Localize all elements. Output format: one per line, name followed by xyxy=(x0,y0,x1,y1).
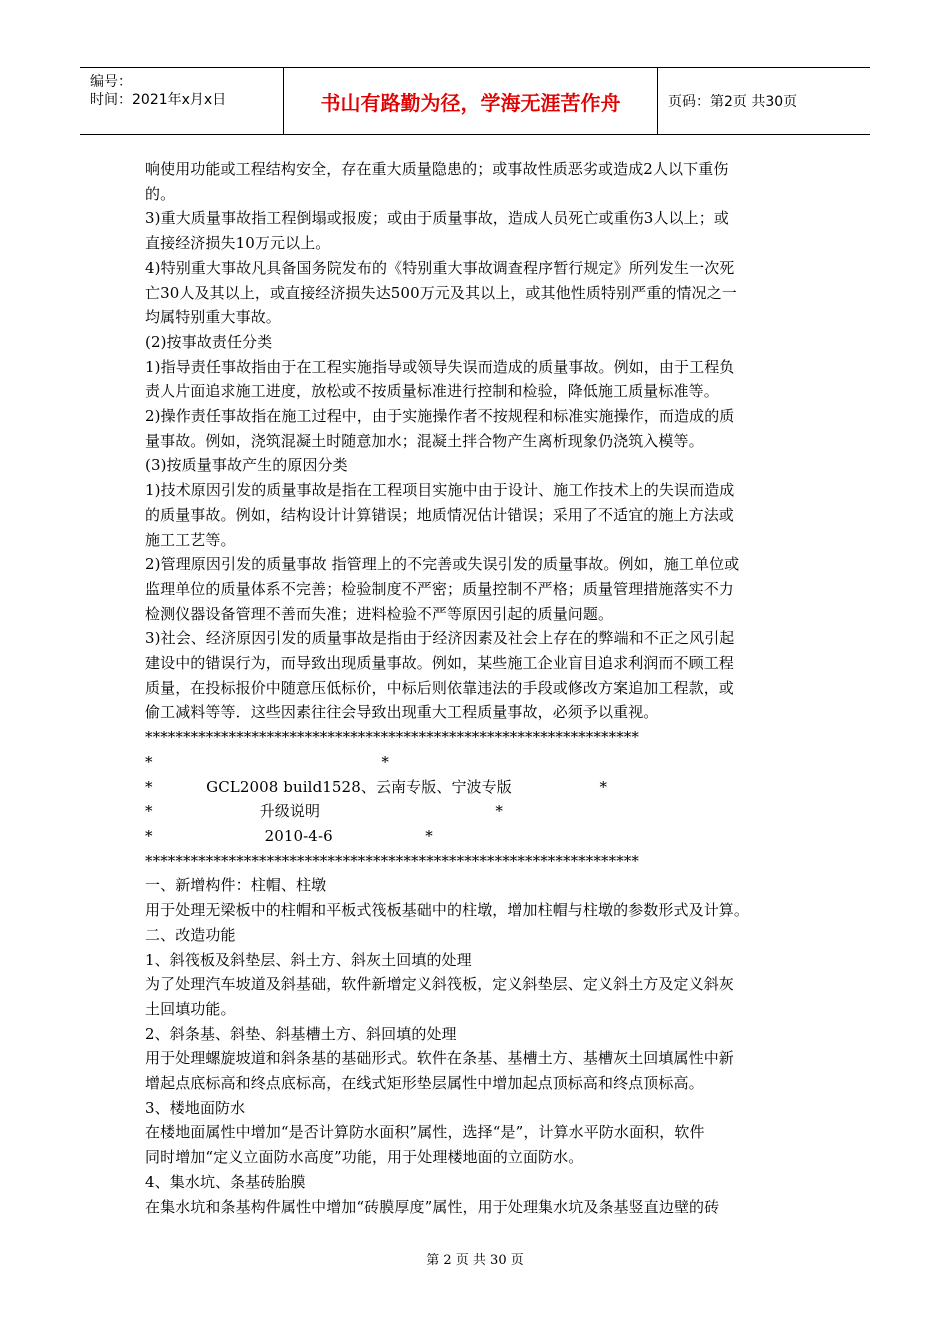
text-line: 3、楼地面防水 xyxy=(145,1098,246,1117)
text-line: 在集水坑和条基构件属性中增加“砖膜厚度”属性，用于处理集水坑及条基竖直边壁的砖 xyxy=(145,1197,720,1216)
text-line: 3)重大质量事故指工程倒塌或报废；或由于质量事故，造成人员死亡或重伤3人以上；或 xyxy=(145,209,729,228)
text-line: * 升级说明 * xyxy=(145,802,503,821)
text-line: 2)操作责任事故指在施工过程中，由于实施操作者不按规程和标准实施操作，而造成的质 xyxy=(145,407,735,426)
text-line: 二、改造功能 xyxy=(145,925,236,944)
page-footer: 第 2 页 共 30 页 xyxy=(426,1253,524,1268)
text-line: * * xyxy=(145,752,389,771)
document-time-label: 时间：2021年x月x日 xyxy=(90,92,227,108)
text-line: 责人片面追求施工进度，放松或不按质量标准进行控制和检验，降低施工质量标准等。 xyxy=(145,382,719,401)
text-line: 检测仪器设备管理不善而失准；进料检验不严等原因引起的质量问题。 xyxy=(145,604,614,623)
text-line: 用于处理螺旋坡道和斜条基的基础形式。软件在条基、基槽土方、基槽灰土回填属性中新 xyxy=(145,1049,734,1068)
text-line: 1)指导责任事故指由于在工程实施指导或领导失误而造成的质量事故。例如，由于工程负 xyxy=(145,357,735,376)
text-line: 的质量事故。例如，结构设计计算错误；地质情况估计错误；采用了不适宜的施上方法或 xyxy=(145,505,734,524)
text-line: (2)按事故责任分类 xyxy=(145,332,273,351)
text-line: 直接经济损失10万元以上。 xyxy=(145,234,331,253)
text-line: 偷工减料等等．这些因素往往会导致出现重大工程质量事故，必须予以重视。 xyxy=(145,703,659,722)
text-line: ***************************************************************** xyxy=(145,851,639,870)
text-line: * 2010-4-6 * xyxy=(145,826,433,845)
text-line: (3)按质量事故产生的原因分类 xyxy=(145,456,348,475)
document-number-label: 编号： xyxy=(90,74,132,90)
text-line: 1、斜筏板及斜垫层、斜土方、斜灰土回填的处理 xyxy=(145,950,472,969)
text-line: 在楼地面属性中增加“是否计算防水面积”属性，选择“是”，计算水平防水面积，软件 xyxy=(145,1123,705,1142)
header-motto: 书山有路勤为径，学海无涯苦作舟 xyxy=(284,68,658,134)
text-line: 同时增加“定义立面防水高度”功能，用于处理楼地面的立面防水。 xyxy=(145,1148,584,1167)
text-line: * GCL2008 build1528、云南专版、宁波专版 * xyxy=(145,777,608,796)
text-line: 亡30人及其以上，或直接经济损失达500万元及其以上，或其他性质特别严重的情况之一 xyxy=(145,283,737,302)
text-line: 3)社会、经济原因引发的质量事故是指由于经济因素及社会上存在的弊端和不正之风引起 xyxy=(145,629,735,648)
text-line: 质量，在投标报价中随意压低标价，中标后则依靠违法的手段或修改方案追加工程款，或 xyxy=(145,678,734,697)
header-meta xyxy=(80,68,284,134)
text-line: 的。 xyxy=(145,184,176,203)
text-line: 响使用功能或工程结构安全，存在重大质量隐患的；或事故性质恶劣或造成2人以下重伤 xyxy=(145,160,729,178)
text-line: ***************************************************************** xyxy=(145,728,639,747)
page-header xyxy=(80,67,870,135)
text-line: 土回填功能。 xyxy=(145,999,236,1018)
text-line: 2)管理原因引发的质量事故 指管理上的不完善或失误引发的质量事故。例如，施工单位或 xyxy=(145,555,740,574)
document-body xyxy=(145,157,810,1219)
text-line: 1)技术原因引发的质量事故是指在工程项目实施中由于设计、施工作技术上的失误而造成 xyxy=(145,481,735,500)
text-line: 4、集水坑、条基砖胎膜 xyxy=(145,1172,306,1191)
text-line: 2、斜条基、斜垫、斜基槽土方、斜回填的处理 xyxy=(145,1024,457,1043)
text-line: 均属特别重大事故。 xyxy=(145,308,281,327)
text-line: 监理单位的质量体系不完善；检验制度不严密；质量控制不严格；质量管理措施落实不力 xyxy=(145,579,734,598)
text-line: 一、新增构件：柱帽、柱墩 xyxy=(145,876,327,895)
text-line: 为了处理汽车坡道及斜基础，软件新增定义斜筏板，定义斜垫层、定义斜土方及定义斜灰 xyxy=(145,975,734,994)
header-page-info: 页码：第2页 共30页 xyxy=(668,94,798,110)
text-line: 量事故。例如，浇筑混凝土时随意加水；混凝土拌合物产生离析现象仍浇筑入模等。 xyxy=(145,431,704,450)
text-line: 建设中的错误行为，而导致出现质量事故。例如，某些施工企业盲目追求利润而不顾工程 xyxy=(145,654,734,673)
text-line: 施工工艺等。 xyxy=(145,530,236,549)
text-line: 用于处理无梁板中的柱帽和平板式筏板基础中的柱墩，增加柱帽与柱墩的参数形式及计算。 xyxy=(145,901,750,920)
text-line: 增起点底标高和终点底标高，在线式矩形垫层属性中增加起点顶标高和终点顶标高。 xyxy=(145,1074,704,1093)
text-line: 4)特别重大事故凡具备国务院发布的《特别重大事故调查程序暂行规定》所列发生一次死 xyxy=(145,258,735,277)
